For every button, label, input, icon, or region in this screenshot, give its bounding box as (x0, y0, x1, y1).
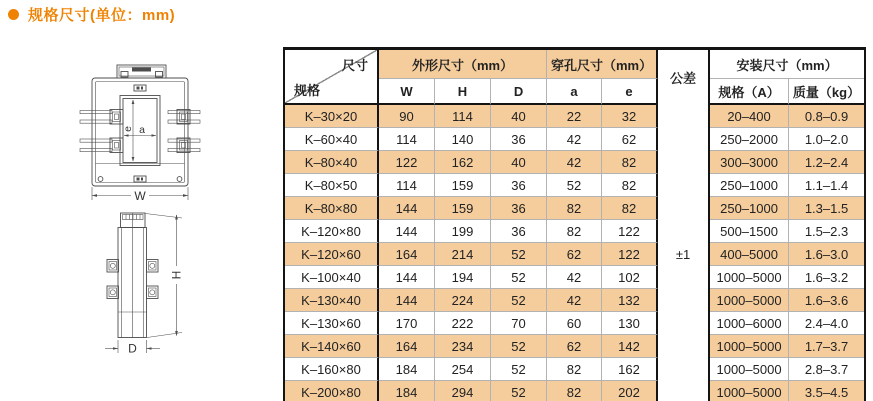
weight-cell: 2.4–4.0 (789, 312, 864, 335)
w-cell: 114 (379, 128, 435, 151)
rated-current-cell: 1000–5000 (710, 266, 789, 289)
rated-current-cell: 250–1000 (710, 174, 789, 197)
d-cell: 52 (491, 289, 547, 312)
diagonal-header-size-label: 尺寸 (341, 58, 368, 73)
d-cell: 36 (491, 128, 547, 151)
h-cell: 222 (435, 312, 491, 335)
model-cell: K–130×60 (285, 312, 379, 335)
header-d: D (491, 79, 547, 105)
e-cell: 130 (602, 312, 658, 335)
table-row (285, 151, 864, 174)
table-row (285, 105, 864, 128)
a-cell: 42 (547, 289, 602, 312)
header-w: W (379, 79, 435, 105)
e-cell: 62 (602, 128, 658, 151)
w-cell: 114 (379, 174, 435, 197)
model-cell: K–160×80 (285, 358, 379, 381)
weight-cell: 1.3–1.5 (789, 197, 864, 220)
rated-current-cell: 1000–5000 (710, 335, 789, 358)
d-cell: 40 (491, 151, 547, 174)
d-cell: 40 (491, 105, 547, 128)
h-cell: 140 (435, 128, 491, 151)
a-cell: 42 (547, 151, 602, 174)
a-cell: 60 (547, 312, 602, 335)
d-cell: 52 (491, 335, 547, 358)
page-title-text: 规格尺寸(单位：mm) (28, 7, 176, 24)
e-cell: 202 (602, 381, 658, 401)
rated-current-cell: 20–400 (710, 105, 789, 128)
a-cell: 42 (547, 266, 602, 289)
h-cell: 162 (435, 151, 491, 174)
e-cell: 142 (602, 335, 658, 358)
weight-cell: 2.8–3.7 (789, 358, 864, 381)
e-cell: 162 (602, 358, 658, 381)
rated-current-cell: 300–3000 (710, 151, 789, 174)
a-cell: 82 (547, 381, 602, 401)
table-row (285, 220, 864, 243)
w-cell: 90 (379, 105, 435, 128)
a-cell: 82 (547, 220, 602, 243)
rated-current-cell: 1000–6000 (710, 312, 789, 335)
dimension-w (92, 187, 188, 203)
a-cell: 62 (547, 335, 602, 358)
a-cell: 42 (547, 128, 602, 151)
model-cell: K–100×40 (285, 266, 379, 289)
spec-table-body (285, 105, 864, 401)
side-view-body (118, 213, 147, 338)
h-cell: 214 (435, 243, 491, 266)
model-cell: K–80×50 (285, 174, 379, 197)
weight-cell: 1.5–2.3 (789, 220, 864, 243)
table-row (285, 197, 864, 220)
w-cell: 144 (379, 266, 435, 289)
h-cell: 234 (435, 335, 491, 358)
weight-cell: 1.1–1.4 (789, 174, 864, 197)
weight-cell: 3.5–4.5 (789, 381, 864, 401)
e-cell: 122 (602, 220, 658, 243)
w-cell: 122 (379, 151, 435, 174)
dim-label-a: a (139, 124, 145, 136)
e-cell: 82 (602, 151, 658, 174)
model-cell: K–80×40 (285, 151, 379, 174)
bullet-icon (8, 9, 19, 20)
h-cell: 194 (435, 266, 491, 289)
rated-current-cell: 400–5000 (710, 243, 789, 266)
a-cell: 52 (547, 174, 602, 197)
table-row (285, 243, 864, 266)
d-cell: 52 (491, 358, 547, 381)
header-weight: 质量（kg） (789, 79, 864, 105)
d-cell: 36 (491, 197, 547, 220)
header-a: a (547, 79, 602, 105)
w-cell: 184 (379, 358, 435, 381)
header-h: H (435, 79, 491, 105)
table-row (285, 174, 864, 197)
model-cell: K–30×20 (285, 105, 379, 128)
rated-current-cell: 1000–5000 (710, 289, 789, 312)
dim-label-e: e (122, 126, 134, 132)
weight-cell: 1.7–3.7 (789, 335, 864, 358)
h-cell: 159 (435, 197, 491, 220)
w-cell: 144 (379, 289, 435, 312)
header-outline-dimensions: 外形尺寸（mm） (379, 50, 547, 79)
header-install-dimensions: 安装尺寸（mm） (710, 50, 864, 79)
weight-cell: 1.6–3.0 (789, 243, 864, 266)
weight-cell: 1.6–3.2 (789, 266, 864, 289)
header-e: e (602, 79, 658, 105)
header-tolerance: 公差 (658, 50, 710, 105)
diagonal-header-cell (285, 50, 379, 105)
dimension-h (146, 214, 184, 338)
h-cell: 199 (435, 220, 491, 243)
w-cell: 164 (379, 335, 435, 358)
w-cell: 184 (379, 381, 435, 401)
weight-cell: 0.8–0.9 (789, 105, 864, 128)
model-cell: K–200×80 (285, 381, 379, 401)
spec-table (283, 47, 866, 401)
dim-label-h: H (169, 270, 184, 280)
model-cell: K–120×80 (285, 220, 379, 243)
table-row (285, 335, 864, 358)
model-cell: K–130×40 (285, 289, 379, 312)
terminal-block (117, 65, 166, 78)
weight-cell: 1.6–3.6 (789, 289, 864, 312)
model-cell: K–80×80 (285, 197, 379, 220)
header-hole-dimensions: 穿孔尺寸（mm） (547, 50, 658, 79)
d-cell: 52 (491, 266, 547, 289)
weight-cell: 1.0–2.0 (789, 128, 864, 151)
weight-cell: 1.2–2.4 (789, 151, 864, 174)
table-row (285, 312, 864, 335)
dim-label-w: W (134, 189, 146, 203)
w-cell: 144 (379, 197, 435, 220)
w-cell: 164 (379, 243, 435, 266)
w-cell: 170 (379, 312, 435, 335)
rated-current-cell: 250–2000 (710, 128, 789, 151)
e-cell: 102 (602, 266, 658, 289)
d-cell: 52 (491, 243, 547, 266)
page-title (8, 4, 175, 25)
h-cell: 114 (435, 105, 491, 128)
e-cell: 32 (602, 105, 658, 128)
table-row (285, 358, 864, 381)
dimension-drawing (60, 45, 240, 401)
diagonal-header-model-label: 规格 (294, 83, 321, 98)
model-cell: K–140×60 (285, 335, 379, 358)
header-rated-current: 规格（A） (710, 79, 789, 105)
h-cell: 254 (435, 358, 491, 381)
header-row-groups (285, 50, 864, 79)
model-cell: K–120×60 (285, 243, 379, 266)
d-cell: 52 (491, 381, 547, 401)
d-cell: 36 (491, 220, 547, 243)
w-cell: 144 (379, 220, 435, 243)
e-cell: 82 (602, 174, 658, 197)
e-cell: 82 (602, 197, 658, 220)
rated-current-cell: 1000–5000 (710, 381, 789, 401)
h-cell: 224 (435, 289, 491, 312)
model-cell: K–60×40 (285, 128, 379, 151)
dimension-e (122, 100, 134, 162)
h-cell: 159 (435, 174, 491, 197)
e-cell: 132 (602, 289, 658, 312)
dim-label-d: D (128, 341, 137, 356)
table-row (285, 266, 864, 289)
table-row (285, 289, 864, 312)
e-cell: 122 (602, 243, 658, 266)
a-cell: 82 (547, 358, 602, 381)
rated-current-cell: 250–1000 (710, 197, 789, 220)
table-row (285, 381, 864, 401)
d-cell: 70 (491, 312, 547, 335)
tolerance-value-cell: ±1 (658, 105, 710, 401)
h-cell: 294 (435, 381, 491, 401)
rated-current-cell: 500–1500 (710, 220, 789, 243)
a-cell: 22 (547, 105, 602, 128)
a-cell: 82 (547, 197, 602, 220)
table-row (285, 128, 864, 151)
dimension-d (105, 340, 160, 356)
rated-current-cell: 1000–5000 (710, 358, 789, 381)
d-cell: 36 (491, 174, 547, 197)
a-cell: 62 (547, 243, 602, 266)
